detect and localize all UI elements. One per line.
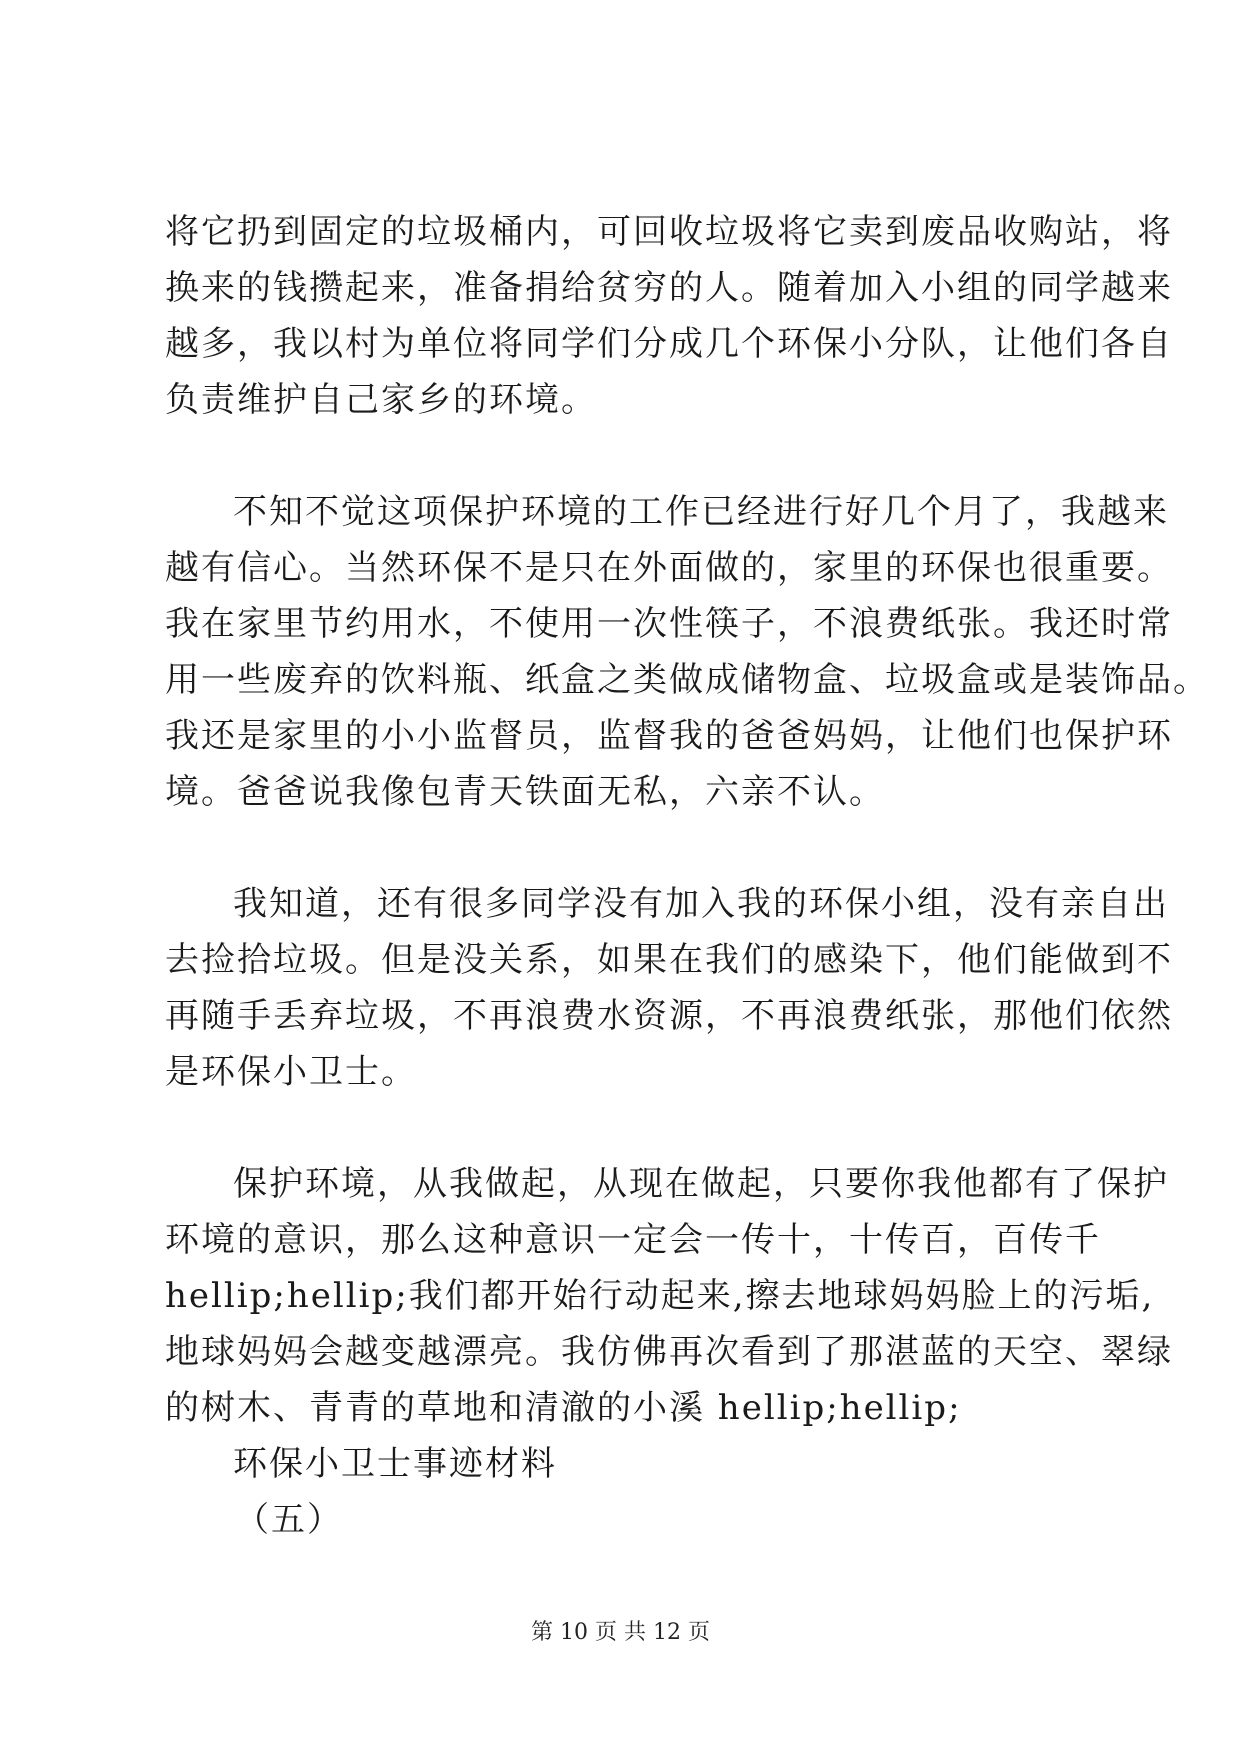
text-line: 我知道，还有很多同学没有加入我的环保小组，没有亲自出 bbox=[233, 884, 1169, 924]
section-heading: 环保小卫士事迹材料 bbox=[233, 1444, 557, 1484]
text-line: 去捡拾垃圾。但是没关系，如果在我们的感染下，他们能做到不 bbox=[165, 940, 1173, 980]
text-line: 的树木、青青的草地和清澈的小溪 hellip;hellip; bbox=[165, 1388, 962, 1428]
text-line: 再随手丢弃垃圾，不再浪费水资源，不再浪费纸张，那他们依然 bbox=[165, 996, 1173, 1036]
text-line: 不知不觉这项保护环境的工作已经进行好几个月了，我越来 bbox=[233, 492, 1169, 532]
text-line: 环境的意识，那么这种意识一定会一传十，十传百，百传千 bbox=[165, 1220, 1101, 1260]
text-line: 换来的钱攒起来，准备捐给贫穷的人。随着加入小组的同学越来 bbox=[165, 268, 1173, 308]
text-line: 越有信心。当然环保不是只在外面做的，家里的环保也很重要。 bbox=[165, 548, 1173, 588]
text-line: 我还是家里的小小监督员，监督我的爸爸妈妈，让他们也保护环 bbox=[165, 716, 1173, 756]
text-line: 是环保小卫士。 bbox=[165, 1052, 417, 1092]
text-line: 地球妈妈会越变越漂亮。我仿佛再次看到了那湛蓝的天空、翠绿 bbox=[165, 1332, 1173, 1372]
text-line: 我在家里节约用水，不使用一次性筷子，不浪费纸张。我还时常 bbox=[165, 604, 1173, 644]
text-line: 用一些废弃的饮料瓶、纸盒之类做成储物盒、垃圾盒或是装饰品。 bbox=[165, 660, 1209, 700]
text-line: hellip;hellip;我们都开始行动起来,擦去地球妈妈脸上的污垢, bbox=[165, 1276, 1155, 1316]
text-line: 境。爸爸说我像包青天铁面无私，六亲不认。 bbox=[165, 772, 885, 812]
page-footer: 第 10 页 共 12 页 bbox=[531, 1620, 710, 1645]
section-number: （五） bbox=[235, 1500, 343, 1540]
text-line: 越多，我以村为单位将同学们分成几个环保小分队，让他们各自 bbox=[165, 324, 1173, 364]
text-line: 将它扔到固定的垃圾桶内，可回收垃圾将它卖到废品收购站，将 bbox=[165, 212, 1173, 252]
text-line: 保护环境，从我做起，从现在做起，只要你我他都有了保护 bbox=[233, 1164, 1169, 1204]
text-line: 负责维护自己家乡的环境。 bbox=[165, 380, 597, 420]
